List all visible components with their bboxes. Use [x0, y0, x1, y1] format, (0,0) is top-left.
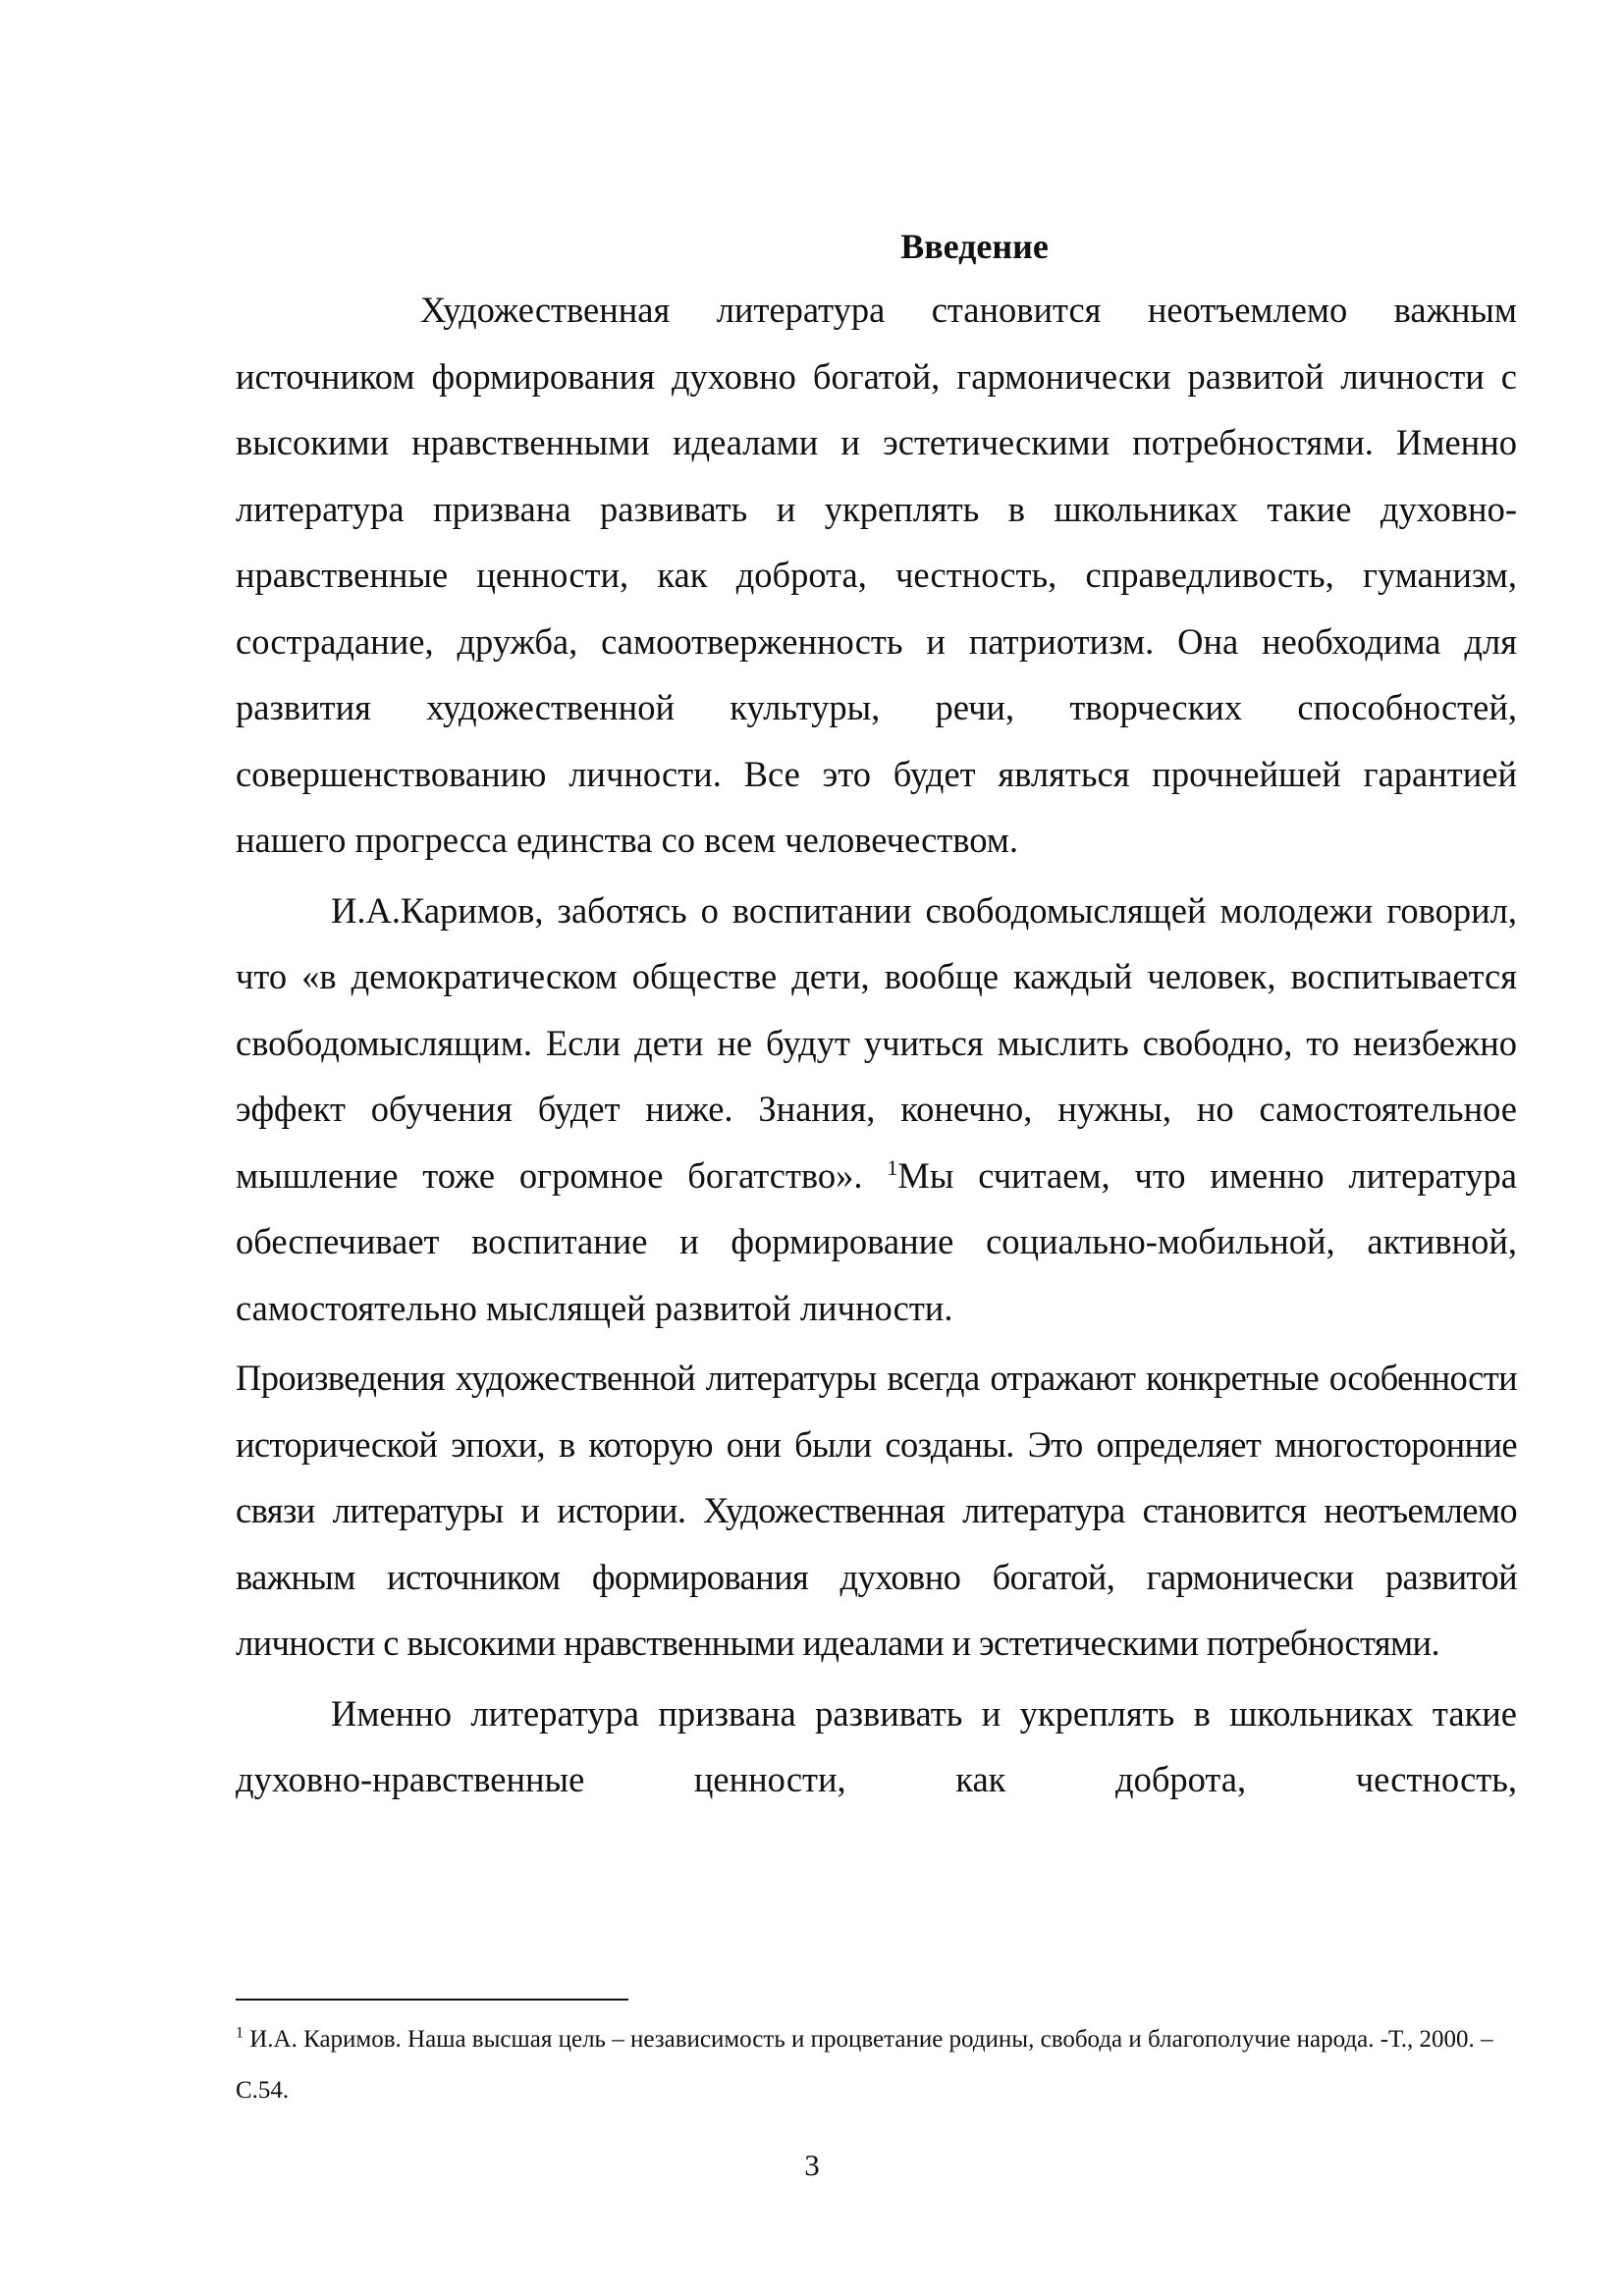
footnote-text: И.А. Каримов. Наша высшая цель – независимость и процветание родины, свобода и благополучие народа. -Т., 2000. –С.54.	[236, 2026, 1493, 2104]
page-number: 3	[804, 2148, 820, 2182]
page-body	[236, 218, 1517, 1813]
paragraph-karimov-continuation: Мы считаем, что именно литература обеспечивает воспитание и формирование социально-мобильной, активной, самостоятельно мыслящей развитой личности.	[236, 1154, 1518, 1328]
paragraph-karimov-quote-text: И.А.Каримов, заботясь о воспитании свободомыслящей молодежи говорил, что «в демократическом обществе дети, вообще каждый человек, воспитывается свободомыслящим. Если дети не будут учиться мыслить свободно, то неизбежно эффект обучения будет ниже. Знания, конечно, нужны, но самостоятельное мышление тоже огромное богатство».	[236, 889, 1517, 1196]
footnote-divider	[236, 1999, 628, 2001]
paragraph-literature-values: Именно литература призвана развивать и укреплять в школьниках такие духовно-нравственные ценности, как доброта, честность,	[236, 1692, 1517, 1799]
section-heading: Введение	[900, 227, 1049, 266]
paragraph-intro: Художественная литература становится неотъемлемо важным источником формирования духовно богатой, гармонически развитой личности с высокими нравственными идеалами и эстетическими потребностями. Именно литература призвана развивать и укреплять в школьниках такие духовно-нравственные ценности, как доброта, честность, справедливость, гуманизм, сострадание, дружба, самоотверженность и патриотизм. Она необходима для развития художественной культуры, речи, творческих способностей, совершенствованию личности. Все это будет являться прочнейшей гарантией нашего прогресса единства со всем человечеством.	[236, 290, 1517, 860]
paragraph-literature-history: Произведения художественной литературы всегда отражают конкретные особенности исторической эпохи, в которую они были созданы. Это определяет многосторонние связи литературы и истории. Художественная литература становится неотъемлемо важным источником формирования духовно богатой, гармонически развитой личности с высокими нравственными идеалами и эстетическими потребностями.	[236, 1358, 1517, 1663]
footnote-reference[interactable]: 1	[887, 1154, 898, 1180]
paragraph-karimov-quote	[236, 878, 1517, 1342]
footnote-marker: 1	[236, 2024, 244, 2042]
footnote	[236, 2014, 1512, 2116]
